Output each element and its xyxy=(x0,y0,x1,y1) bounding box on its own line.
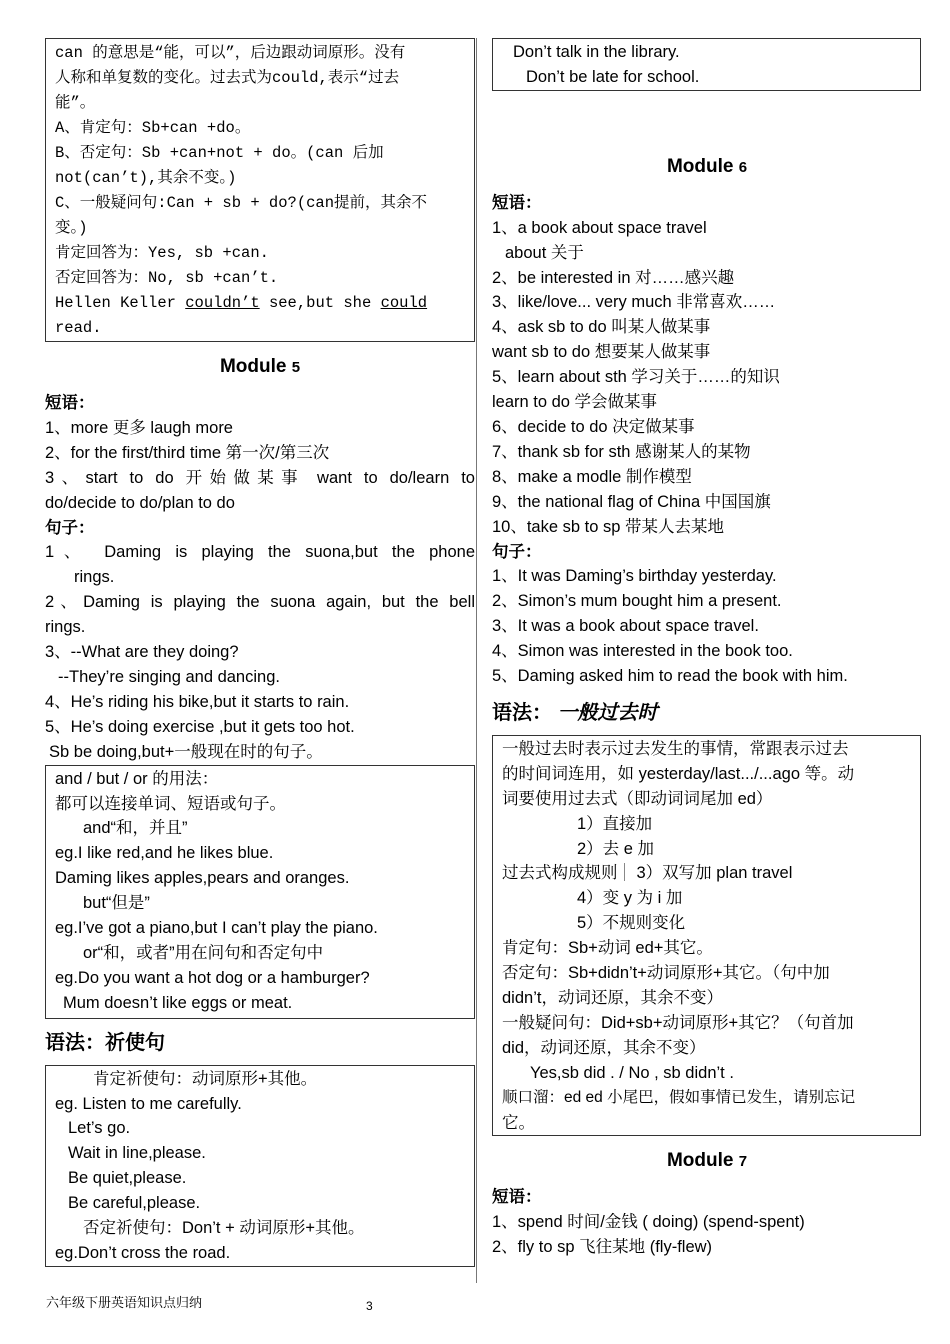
heading-topic: 一般过去时 xyxy=(557,701,658,724)
can-line: 能”。 xyxy=(55,94,96,112)
module-number: 6 xyxy=(738,158,748,176)
conj-line: eg.I like red,and he likes blue. xyxy=(55,844,274,863)
can-line: not(can’t),其余不变。) xyxy=(55,169,237,187)
module-number: 5 xyxy=(291,359,301,376)
rule-item: 2）去 e 加 xyxy=(577,839,655,858)
conj-line: eg.Do you want a hot dog or a hamburger? xyxy=(55,968,370,987)
can-line: read. xyxy=(55,319,102,337)
sentence-item: 5、He’s doing exercise ,but it gets too hot. xyxy=(45,717,355,736)
column-divider xyxy=(476,38,477,1283)
imper-line: Be careful,please. xyxy=(68,1194,201,1213)
can-line: 变。) xyxy=(55,219,88,237)
phrase-item-cont: do/decide to do/plan to do xyxy=(45,493,235,512)
text-run: Hellen Keller xyxy=(55,294,186,312)
imperative-heading: 语法：祈使句 xyxy=(45,1031,165,1054)
can-line: 否定回答为：No, sb +can’t. xyxy=(55,269,279,287)
sentences-label: 句子： xyxy=(45,518,95,537)
module-word: Module xyxy=(666,155,734,177)
phrases-label: 短语： xyxy=(45,394,95,412)
right-column xyxy=(492,38,922,1260)
conj-line: eg.I’ve got a piano,but I can’t play the piano. xyxy=(55,919,378,938)
phrase-item: 2、fly to sp 飞往某地 (fly-flew) xyxy=(492,1238,713,1257)
module-6-title xyxy=(492,154,922,181)
text-run: see,but she xyxy=(259,294,381,312)
sentence-item: 3、--What are they doing? xyxy=(45,643,239,662)
left-column xyxy=(45,38,475,1267)
phrase-item: 4、ask sb to do 叫某人做某事 xyxy=(492,318,711,337)
underlined-couldnt: couldn’t xyxy=(185,294,260,312)
page-number: 3 xyxy=(366,1299,373,1313)
past-rhyme-cont: 它。 xyxy=(502,1113,535,1132)
heading-label: 语法： xyxy=(492,701,552,724)
sentence-item: 3、It was a book about space travel. xyxy=(492,617,759,636)
phrase-item: 10、take sb to sp 带某人去某地 xyxy=(492,517,724,536)
past-line: 一般疑问句：Did+sb+动词原形+其它？（句首加 xyxy=(502,1013,854,1032)
past-line: 的时间词连用，如 yesterday/last.../...ago 等。动 xyxy=(502,764,855,783)
sentence-pattern: Sb be doing,but+一般现在时的句子。 xyxy=(49,742,323,761)
can-line: B、否定句：Sb +can+not + do。(can 后加 xyxy=(55,144,384,162)
past-tense-box xyxy=(492,735,921,1137)
can-example-line xyxy=(55,291,465,316)
imperative-box xyxy=(45,1065,475,1267)
past-line: 否定句：Sb+didn’t+动词原形+其它。（句中加 xyxy=(502,964,830,983)
phrase-item: 3、like/love... very much 非常喜欢…… xyxy=(492,293,776,312)
rule-row xyxy=(502,861,911,886)
phrase-item: 1、a book about space travel xyxy=(492,218,707,237)
phrase-item: 1、more 更多 laugh more xyxy=(45,418,233,437)
sentences-label: 句子： xyxy=(492,542,542,561)
can-line: A、肯定句：Sb+can +do。 xyxy=(55,119,251,137)
underlined-could: could xyxy=(380,294,428,312)
imper-line: Wait in line,please. xyxy=(68,1144,206,1163)
imper-line: Be quiet,please. xyxy=(68,1169,187,1188)
phrase-item-cont: about 关于 xyxy=(505,243,584,262)
imper-line: Don’t be late for school. xyxy=(526,67,700,86)
phrase-item-cont: learn to do 学会做某事 xyxy=(492,393,658,412)
conj-line: Daming likes apples,pears and oranges. xyxy=(55,869,350,888)
conj-line: but“但是” xyxy=(83,894,150,913)
can-line: C、一般疑问句:Can + sb + do?(can提前，其余不 xyxy=(55,194,428,212)
conj-line: and / but / or 的用法： xyxy=(55,769,219,788)
past-line: 一般过去时表示过去发生的事情，常跟表示过去 xyxy=(502,739,849,758)
conj-line: or“和，或者”用在问句和否定句中 xyxy=(83,943,324,962)
phrase-item: 8、make a modle 制作模型 xyxy=(492,467,692,486)
sentence-item: 2、Daming is playing the suona again, but the bell xyxy=(45,593,475,612)
phrase-item: 6、decide to do 决定做某事 xyxy=(492,417,695,436)
can-line: 肯定回答为：Yes, sb +can. xyxy=(55,244,269,262)
module-5-title xyxy=(45,354,475,381)
rule-item: 4）变 y 为 i 加 xyxy=(577,889,683,908)
phrases-label: 短语： xyxy=(492,193,542,212)
conj-line: Mum doesn’t like eggs or meat. xyxy=(63,993,293,1012)
phrase-item: 2、be interested in 对……感兴趣 xyxy=(492,268,735,287)
sentence-item: 5、Daming asked him to read the book with him. xyxy=(492,667,848,686)
past-tense-heading xyxy=(492,699,922,727)
can-usage-box xyxy=(45,38,475,342)
rule-item: 5）不规则变化 xyxy=(577,914,686,933)
rule-item: 3）双写加 plan travel xyxy=(636,864,793,883)
module-7-title xyxy=(492,1148,922,1175)
can-line: 人称和单复数的变化。过去式为could,表示“过去 xyxy=(55,69,400,87)
imper-line: 肯定祈使句：动词原形+其他。 xyxy=(93,1069,318,1088)
rule-item: 1）直接加 xyxy=(577,814,653,833)
rule-bracket xyxy=(624,863,625,881)
can-line: can 的意思是“能，可以”，后边跟动词原形。没有 xyxy=(55,44,406,62)
phrase-item: 9、the national flag of China 中国国旗 xyxy=(492,492,771,511)
imper-line: eg.Don’t cross the road. xyxy=(55,1244,231,1262)
phrase-item: 3、start to do 开始做某事 want to do/learn to xyxy=(45,468,475,487)
phrase-item: 2、for the first/third time 第一次/第三次 xyxy=(45,443,330,462)
past-line: 肯定句：Sb+动词 ed+其它。 xyxy=(502,939,713,958)
imper-line: eg. Listen to me carefully. xyxy=(55,1094,242,1113)
conj-line: 都可以连接单词、短语或句子。 xyxy=(55,794,286,813)
rule-label: 过去式构成规则 xyxy=(502,864,618,883)
sentence-item: 1、 Daming is playing the suona,but the phone xyxy=(45,543,475,562)
sentence-item-cont: rings. xyxy=(74,568,115,587)
past-line: did，动词还原，其余不变） xyxy=(502,1038,706,1057)
past-line: 词要使用过去式（即动词词尾加 ed） xyxy=(502,789,773,808)
past-rhyme: 顺口溜：ed ed 小尾巴，假如事情已发生，请别忘记 xyxy=(502,1088,856,1106)
imper-line: Let’s go. xyxy=(68,1119,131,1138)
module-number: 7 xyxy=(738,1153,748,1171)
phrase-item-cont: want sb to do 想要某人做某事 xyxy=(492,343,711,362)
imper-line: Don’t talk in the library. xyxy=(513,43,680,61)
module-word: Module xyxy=(219,356,287,377)
past-line: Yes,sb did . / No , sb didn’t . xyxy=(530,1063,734,1082)
imperative-continued-box xyxy=(492,38,921,91)
module-word: Module xyxy=(666,1150,734,1172)
conj-line: and“和，并且” xyxy=(83,819,188,838)
phrase-item: 5、learn about sth 学习关于……的知识 xyxy=(492,368,780,387)
footer-label: 六年级下册英语知识点归纳 xyxy=(46,1295,203,1310)
imper-line: 否定祈使句：Don’t + 动词原形+其他。 xyxy=(83,1219,365,1238)
phrases-label: 短语： xyxy=(492,1188,542,1207)
past-line: didn’t，动词还原，其余不变） xyxy=(502,989,723,1007)
sentence-item: 2、Simon’s mum bought him a present. xyxy=(492,592,782,611)
sentence-item: 4、He’s riding his bike,but it starts to rain. xyxy=(45,692,350,711)
sentence-item-cont: rings. xyxy=(45,618,86,637)
conjunction-box xyxy=(45,765,475,1019)
sentence-item-cont: --They’re singing and dancing. xyxy=(58,667,280,686)
phrase-item: 7、thank sb for sth 感谢某人的某物 xyxy=(492,442,751,461)
sentence-item: 1、It was Daming’s birthday yesterday. xyxy=(492,567,777,586)
phrase-item: 1、spend 时间/金钱 ( doing) (spend-spent) xyxy=(492,1213,805,1232)
sentence-item: 4、Simon was interested in the book too. xyxy=(492,642,793,661)
